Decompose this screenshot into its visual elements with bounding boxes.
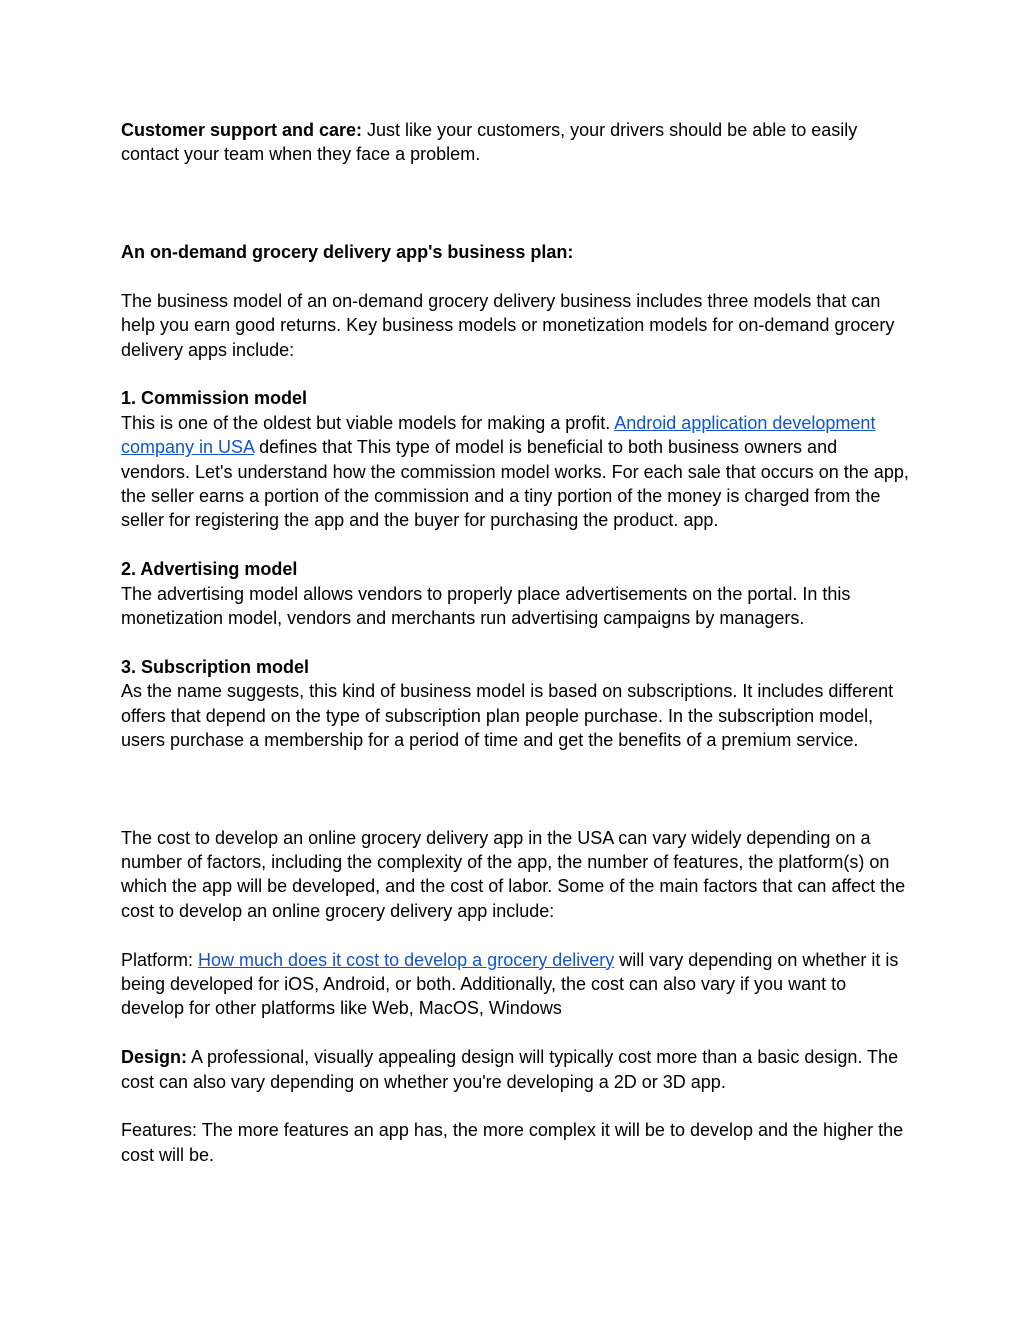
commission-text-before: This is one of the oldest but viable models for making a profit. <box>121 412 615 433</box>
commission-heading <box>121 386 911 410</box>
subscription-heading-text: 3. Subscription model <box>121 656 310 677</box>
customer-support-label: Customer support and care: <box>121 120 363 140</box>
features-paragraph: Features: The more features an app has, the more complex it will be to develop and the higher the cost will be. <box>121 1120 904 1165</box>
commission-paragraph <box>121 411 911 533</box>
customer-support-text: Just like your customers, your drivers should be able to easily contact your team when they face a problem. <box>121 120 858 165</box>
commission-heading-text: 1. Commission model <box>121 388 308 409</box>
business-plan-intro: The business model of an on-demand grocery delivery business includes three models that can help you earn good returns. Key business models or monetization models for on-demand grocery delivery apps include: <box>121 290 895 360</box>
platform-label: Platform: <box>121 949 199 970</box>
android-development-link[interactable]: Android application development company in USA <box>121 412 876 458</box>
grocery-delivery-cost-link[interactable]: How much does it cost to develop a grocery delivery <box>198 949 615 970</box>
design-label: Design: <box>121 1047 188 1068</box>
business-plan-heading-text: An on-demand grocery delivery app's business plan: <box>121 242 574 262</box>
platform-paragraph <box>121 948 911 1021</box>
customer-support-paragraph <box>121 118 911 167</box>
business-plan-heading <box>121 240 911 264</box>
subscription-heading <box>121 655 911 679</box>
document-page <box>121 118 911 1167</box>
subscription-paragraph: As the name suggests, this kind of business model is based on subscriptions. It includes different offers that depend on the type of subscription plan people purchase. In the subscription model, users purchase a membership for a period of time and get the benefits of a premium service. <box>121 681 894 751</box>
design-paragraph <box>121 1045 911 1094</box>
platform-text: will vary depending on whether it is being developed for iOS, Android, or both. Additionally, the cost can also vary if you want to develop for other platforms like Web, MacOS, Windows <box>121 949 899 1019</box>
design-text: A professional, visually appealing design will typically cost more than a basic design. The cost can also vary depending on whether you're developing a 2D or 3D app. <box>121 1047 899 1092</box>
advertising-paragraph: The advertising model allows vendors to properly place advertisements on the portal. In this monetization model, vendors and merchants run advertising campaigns by managers. <box>121 583 851 629</box>
advertising-heading <box>121 557 911 581</box>
cost-intro-paragraph: The cost to develop an online grocery delivery app in the USA can vary widely depending on a number of factors, including the complexity of the app, the number of features, the platform(s) on which the app will be developed, and the cost of labor. Some of the main factors that can affect the cost to develop an online grocery delivery app include: <box>121 827 906 921</box>
commission-text-after: defines that This type of model is beneficial to both business owners and vendors. Let's understand how the commission model works. For each sale that occurs on the app, the seller earns a portion of the commission and a tiny portion of the money is charged from the seller for registering the app and the buyer for purchasing the product. app. <box>121 437 909 531</box>
advertising-heading-text: 2. Advertising model <box>121 559 298 580</box>
